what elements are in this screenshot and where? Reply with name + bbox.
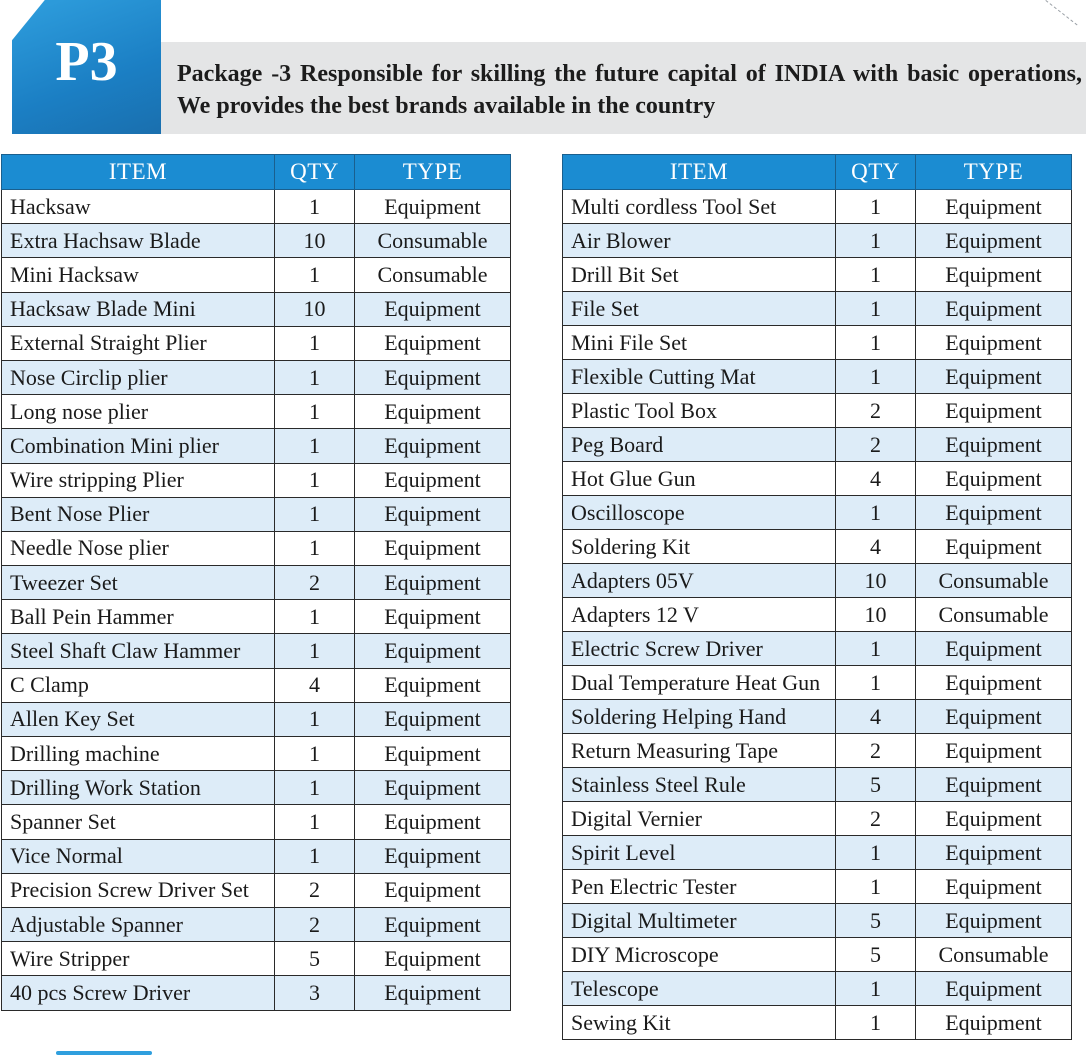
qty-cell: 1 — [836, 666, 916, 700]
type-cell: Equipment — [916, 258, 1072, 292]
table-row — [563, 292, 1072, 326]
type-cell: Equipment — [355, 873, 511, 907]
qty-cell: 1 — [836, 190, 916, 224]
item-cell: Soldering Kit — [563, 530, 836, 564]
type-cell: Consumable — [355, 224, 511, 258]
column-header-type: TYPE — [355, 155, 511, 190]
item-cell: Adapters 12 V — [563, 598, 836, 632]
qty-cell: 1 — [275, 805, 355, 839]
item-cell: Pen Electric Tester — [563, 870, 836, 904]
qty-cell: 1 — [275, 634, 355, 668]
table-row — [2, 839, 511, 873]
item-cell: Soldering Helping Hand — [563, 700, 836, 734]
item-cell: Multi cordless Tool Set — [563, 190, 836, 224]
qty-cell: 1 — [836, 258, 916, 292]
qty-cell: 2 — [836, 394, 916, 428]
table-row — [2, 942, 511, 976]
type-cell: Equipment — [355, 634, 511, 668]
qty-cell: 5 — [836, 904, 916, 938]
type-cell: Equipment — [355, 292, 511, 326]
table-row — [563, 190, 1072, 224]
item-cell: Long nose plier — [2, 395, 275, 429]
qty-cell: 2 — [275, 566, 355, 600]
item-cell: Air Blower — [563, 224, 836, 258]
qty-cell: 1 — [836, 360, 916, 394]
column-header-type: TYPE — [916, 155, 1072, 190]
qty-cell: 3 — [275, 976, 355, 1010]
qty-cell: 4 — [836, 530, 916, 564]
item-cell: 40 pcs Screw Driver — [2, 976, 275, 1010]
qty-cell: 5 — [836, 768, 916, 802]
table-row — [2, 566, 511, 600]
item-cell: Electric Screw Driver — [563, 632, 836, 666]
type-cell: Equipment — [916, 326, 1072, 360]
column-header-item: ITEM — [563, 155, 836, 190]
type-cell: Equipment — [916, 1006, 1072, 1040]
table-row — [563, 666, 1072, 700]
table-row — [2, 395, 511, 429]
package-description: Package -3 Responsible for skilling the future capital of INDIA with basic operations, We provides the best brands available in the country — [177, 61, 1082, 119]
item-cell: Wire Stripper — [2, 942, 275, 976]
qty-cell: 1 — [836, 496, 916, 530]
type-cell: Equipment — [916, 734, 1072, 768]
qty-cell: 1 — [275, 531, 355, 565]
table-row — [2, 326, 511, 360]
table-row — [563, 530, 1072, 564]
table-row — [563, 462, 1072, 496]
column-header-qty: QTY — [836, 155, 916, 190]
type-cell: Equipment — [916, 836, 1072, 870]
qty-cell: 1 — [275, 429, 355, 463]
table-row — [563, 870, 1072, 904]
table-row — [563, 224, 1072, 258]
table-row — [2, 702, 511, 736]
table-row — [563, 802, 1072, 836]
type-cell: Equipment — [916, 224, 1072, 258]
type-cell: Equipment — [355, 463, 511, 497]
qty-cell: 1 — [836, 292, 916, 326]
table-row — [2, 805, 511, 839]
table-row — [563, 700, 1072, 734]
type-cell: Equipment — [355, 326, 511, 360]
qty-cell: 1 — [275, 395, 355, 429]
qty-cell: 5 — [275, 942, 355, 976]
table-row — [2, 360, 511, 394]
table-row — [563, 734, 1072, 768]
qty-cell: 2 — [836, 734, 916, 768]
table-row — [563, 564, 1072, 598]
qty-cell: 1 — [275, 771, 355, 805]
table-row — [563, 496, 1072, 530]
type-cell: Equipment — [355, 839, 511, 873]
qty-cell: 4 — [275, 668, 355, 702]
item-cell: Peg Board — [563, 428, 836, 462]
table-row — [563, 836, 1072, 870]
type-cell: Equipment — [916, 904, 1072, 938]
qty-cell: 1 — [275, 326, 355, 360]
qty-cell: 10 — [275, 292, 355, 326]
qty-cell: 1 — [275, 702, 355, 736]
bottom-tab-decoration — [56, 1051, 152, 1055]
table-header-row — [2, 155, 511, 190]
type-cell: Equipment — [355, 771, 511, 805]
type-cell: Equipment — [916, 360, 1072, 394]
item-cell: Drilling Work Station — [2, 771, 275, 805]
table-row — [2, 258, 511, 292]
item-cell: Oscilloscope — [563, 496, 836, 530]
item-cell: File Set — [563, 292, 836, 326]
qty-cell: 1 — [275, 463, 355, 497]
table-row — [2, 600, 511, 634]
qty-cell: 1 — [275, 190, 355, 224]
items-table-right — [562, 154, 1072, 1040]
type-cell: Equipment — [355, 497, 511, 531]
table-row — [563, 428, 1072, 462]
table-row — [2, 737, 511, 771]
table-row — [563, 768, 1072, 802]
table-row — [2, 668, 511, 702]
type-cell: Equipment — [355, 190, 511, 224]
type-cell: Consumable — [916, 598, 1072, 632]
item-cell: Return Measuring Tape — [563, 734, 836, 768]
qty-cell: 2 — [836, 802, 916, 836]
table-row — [2, 463, 511, 497]
type-cell: Equipment — [355, 600, 511, 634]
item-cell: Drill Bit Set — [563, 258, 836, 292]
type-cell: Equipment — [916, 190, 1072, 224]
type-cell: Equipment — [916, 870, 1072, 904]
item-cell: Digital Vernier — [563, 802, 836, 836]
table-row — [2, 634, 511, 668]
type-cell: Equipment — [916, 972, 1072, 1006]
qty-cell: 10 — [836, 598, 916, 632]
item-cell: Hacksaw Blade Mini — [2, 292, 275, 326]
type-cell: Equipment — [916, 292, 1072, 326]
qty-cell: 1 — [836, 1006, 916, 1040]
qty-cell: 1 — [275, 737, 355, 771]
package-badge-label: P3 — [55, 31, 118, 93]
item-cell: Vice Normal — [2, 839, 275, 873]
type-cell: Equipment — [355, 668, 511, 702]
type-cell: Equipment — [355, 737, 511, 771]
type-cell: Equipment — [355, 429, 511, 463]
type-cell: Equipment — [916, 462, 1072, 496]
table-row — [563, 938, 1072, 972]
type-cell: Equipment — [355, 566, 511, 600]
table-row — [563, 326, 1072, 360]
item-cell: Ball Pein Hammer — [2, 600, 275, 634]
item-cell: Combination Mini plier — [2, 429, 275, 463]
table-body-left — [2, 190, 511, 1011]
qty-cell: 1 — [275, 258, 355, 292]
item-cell: Spirit Level — [563, 836, 836, 870]
qty-cell: 10 — [275, 224, 355, 258]
item-cell: Needle Nose plier — [2, 531, 275, 565]
table-row — [563, 632, 1072, 666]
item-cell: Dual Temperature Heat Gun — [563, 666, 836, 700]
item-cell: Tweezer Set — [2, 566, 275, 600]
qty-cell: 2 — [275, 907, 355, 941]
item-cell: Wire stripping Plier — [2, 463, 275, 497]
item-cell: Hacksaw — [2, 190, 275, 224]
table-row — [563, 972, 1072, 1006]
qty-cell: 1 — [275, 360, 355, 394]
item-cell: DIY Microscope — [563, 938, 836, 972]
table-row — [2, 771, 511, 805]
qty-cell: 10 — [836, 564, 916, 598]
qty-cell: 2 — [275, 873, 355, 907]
table-body-right — [563, 190, 1072, 1040]
type-cell: Equipment — [916, 700, 1072, 734]
type-cell: Consumable — [916, 564, 1072, 598]
table-header-row — [563, 155, 1072, 190]
type-cell: Equipment — [916, 768, 1072, 802]
type-cell: Equipment — [916, 394, 1072, 428]
type-cell: Consumable — [355, 258, 511, 292]
table-row — [2, 497, 511, 531]
column-header-item: ITEM — [2, 155, 275, 190]
qty-cell: 4 — [836, 700, 916, 734]
qty-cell: 2 — [836, 428, 916, 462]
qty-cell: 1 — [275, 600, 355, 634]
table-row — [2, 292, 511, 326]
table-row — [2, 224, 511, 258]
table-row — [2, 873, 511, 907]
item-cell: External Straight Plier — [2, 326, 275, 360]
item-cell: Extra Hachsaw Blade — [2, 224, 275, 258]
item-cell: Plastic Tool Box — [563, 394, 836, 428]
qty-cell: 1 — [836, 836, 916, 870]
item-cell: Sewing Kit — [563, 1006, 836, 1040]
type-cell: Equipment — [916, 632, 1072, 666]
table-row — [2, 976, 511, 1010]
item-cell: Hot Glue Gun — [563, 462, 836, 496]
type-cell: Consumable — [916, 938, 1072, 972]
item-cell: Adjustable Spanner — [2, 907, 275, 941]
qty-cell: 1 — [275, 839, 355, 873]
table-row — [563, 1006, 1072, 1040]
item-cell: C Clamp — [2, 668, 275, 702]
type-cell: Equipment — [355, 702, 511, 736]
qty-cell: 5 — [836, 938, 916, 972]
table-row — [2, 429, 511, 463]
type-cell: Equipment — [916, 666, 1072, 700]
qty-cell: 1 — [836, 870, 916, 904]
table-row — [563, 904, 1072, 938]
table-row — [563, 598, 1072, 632]
type-cell: Equipment — [355, 907, 511, 941]
type-cell: Equipment — [355, 395, 511, 429]
table-row — [563, 394, 1072, 428]
table-row — [563, 258, 1072, 292]
item-cell: Adapters 05V — [563, 564, 836, 598]
item-cell: Telescope — [563, 972, 836, 1006]
type-cell: Equipment — [355, 976, 511, 1010]
type-cell: Equipment — [355, 531, 511, 565]
item-cell: Spanner Set — [2, 805, 275, 839]
type-cell: Equipment — [916, 802, 1072, 836]
qty-cell: 1 — [836, 632, 916, 666]
item-cell: Mini Hacksaw — [2, 258, 275, 292]
qty-cell: 4 — [836, 462, 916, 496]
items-table-left — [1, 154, 511, 1011]
item-cell: Flexible Cutting Mat — [563, 360, 836, 394]
item-cell: Stainless Steel Rule — [563, 768, 836, 802]
type-cell: Equipment — [355, 360, 511, 394]
type-cell: Equipment — [916, 530, 1072, 564]
qty-cell: 1 — [836, 972, 916, 1006]
item-cell: Bent Nose Plier — [2, 497, 275, 531]
table-row — [563, 360, 1072, 394]
type-cell: Equipment — [916, 428, 1072, 462]
table-row — [2, 190, 511, 224]
item-cell: Drilling machine — [2, 737, 275, 771]
type-cell: Equipment — [355, 805, 511, 839]
item-cell: Precision Screw Driver Set — [2, 873, 275, 907]
item-cell: Digital Multimeter — [563, 904, 836, 938]
qty-cell: 1 — [275, 497, 355, 531]
item-cell: Mini File Set — [563, 326, 836, 360]
item-cell: Allen Key Set — [2, 702, 275, 736]
qty-cell: 1 — [836, 224, 916, 258]
type-cell: Equipment — [916, 496, 1072, 530]
item-cell: Nose Circlip plier — [2, 360, 275, 394]
table-row — [2, 531, 511, 565]
qty-cell: 1 — [836, 326, 916, 360]
type-cell: Equipment — [355, 942, 511, 976]
column-header-qty: QTY — [275, 155, 355, 190]
item-cell: Steel Shaft Claw Hammer — [2, 634, 275, 668]
table-row — [2, 907, 511, 941]
